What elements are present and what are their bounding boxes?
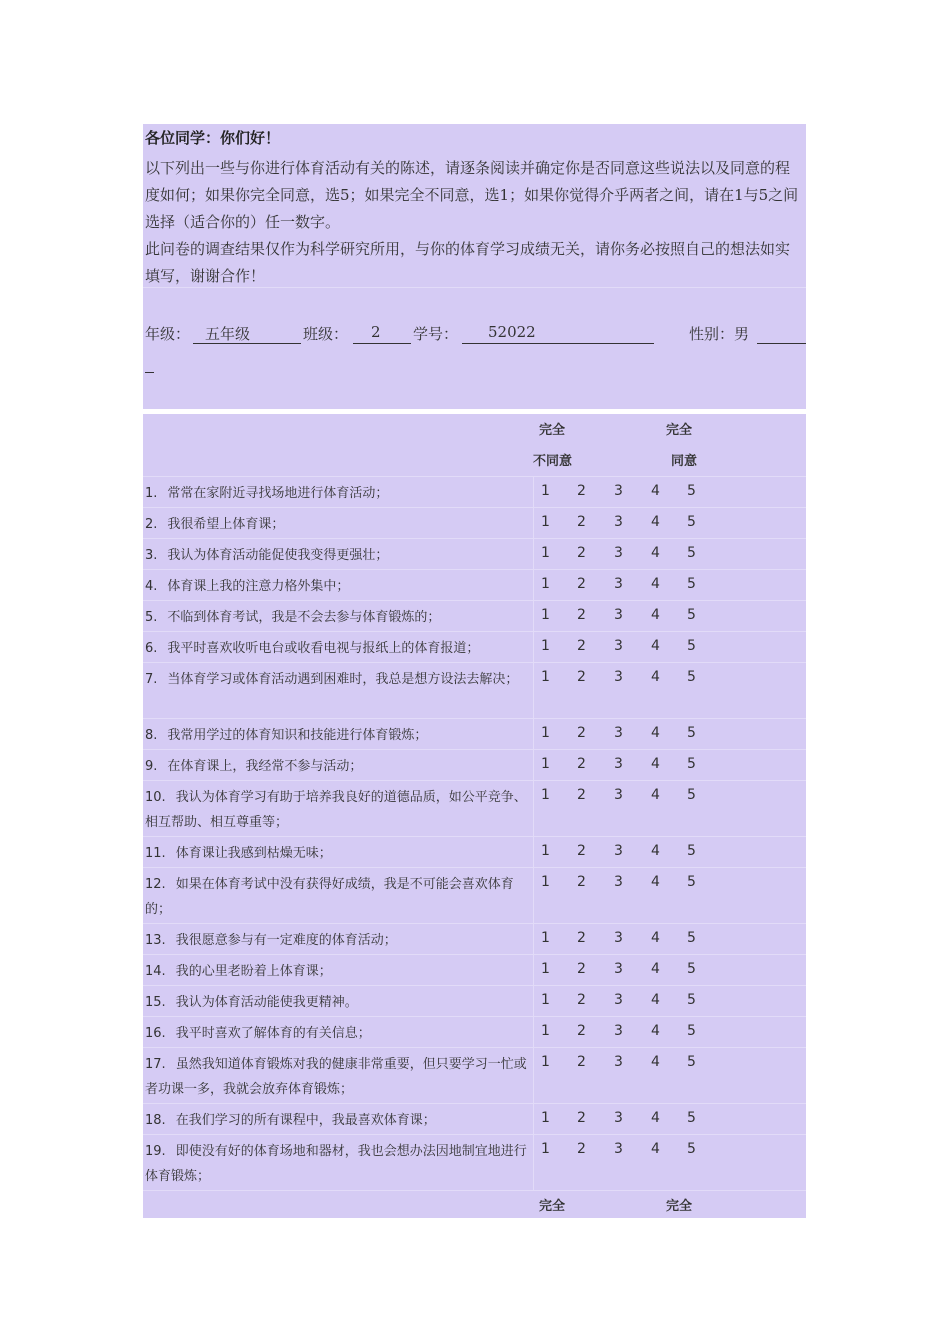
question-text	[145, 1108, 533, 1133]
question-text	[145, 785, 533, 835]
question-text	[145, 574, 533, 599]
rating-option-2[interactable]: 2	[577, 1110, 586, 1126]
id-value: 52022	[488, 323, 536, 341]
rating-option-5[interactable]: 5	[687, 576, 696, 592]
question-number: 8.	[145, 728, 158, 743]
question-number: 19.	[145, 1144, 166, 1159]
rating-option-5[interactable]: 5	[687, 545, 696, 561]
rating-option-5[interactable]: 5	[687, 1023, 696, 1039]
rating-option-2[interactable]: 2	[577, 638, 586, 654]
question-number: 11.	[145, 846, 166, 861]
rating-option-4[interactable]: 4	[651, 843, 660, 859]
rating-option-1[interactable]: 1	[541, 992, 550, 1008]
divider	[143, 287, 806, 288]
rating-option-3[interactable]: 3	[614, 607, 623, 623]
column-divider	[533, 955, 534, 986]
rating-option-2[interactable]: 2	[577, 545, 586, 561]
rating-option-3[interactable]: 3	[614, 787, 623, 803]
question-row	[143, 780, 806, 837]
rating-option-1[interactable]: 1	[541, 874, 550, 890]
rating-option-5[interactable]: 5	[687, 638, 696, 654]
grade-field[interactable]	[193, 323, 301, 344]
rating-option-1[interactable]: 1	[541, 638, 550, 654]
question-statement: 我常用学过的体育知识和技能进行体育锻炼；	[167, 728, 428, 743]
rating-option-4[interactable]: 4	[651, 1141, 660, 1157]
class-value: 2	[371, 323, 381, 341]
rating-option-1[interactable]: 1	[541, 669, 550, 685]
rating-option-3[interactable]: 3	[614, 1141, 623, 1157]
rating-option-3[interactable]: 3	[614, 756, 623, 772]
column-divider	[533, 663, 534, 719]
question-text	[145, 543, 533, 568]
column-divider	[533, 1135, 534, 1191]
question-text	[145, 1021, 533, 1046]
scale-header-left-top: 完全	[539, 423, 566, 438]
grade-value: 五年级	[205, 325, 251, 343]
scale-footer-right: 完全	[666, 1199, 693, 1214]
question-row	[143, 1103, 806, 1135]
column-divider	[533, 508, 534, 539]
question-number: 2.	[145, 517, 158, 532]
question-row	[143, 923, 806, 955]
rating-option-1[interactable]: 1	[541, 961, 550, 977]
rating-option-3[interactable]: 3	[614, 669, 623, 685]
rating-option-2[interactable]: 2	[577, 669, 586, 685]
rating-option-1[interactable]: 1	[541, 1054, 550, 1070]
rating-option-2[interactable]: 2	[577, 607, 586, 623]
rating-option-5[interactable]: 5	[687, 874, 696, 890]
question-statement: 我平时喜欢了解体育的有关信息；	[175, 1026, 371, 1041]
question-row	[143, 1016, 806, 1048]
question-number: 7.	[145, 672, 158, 687]
scale-header-left-bottom: 不同意	[533, 454, 573, 469]
question-text	[145, 959, 533, 984]
column-divider	[533, 781, 534, 837]
question-number: 3.	[145, 548, 158, 563]
question-statement: 不临到体育考试，我是不会去参与体育锻炼的；	[167, 610, 441, 625]
column-divider	[533, 719, 534, 750]
class-label: 班级：	[303, 325, 349, 343]
question-row	[143, 1134, 806, 1191]
rating-option-3[interactable]: 3	[614, 992, 623, 1008]
question-statement: 体育课让我感到枯燥无味；	[175, 846, 332, 861]
column-divider	[533, 1017, 534, 1048]
question-number: 17.	[145, 1057, 166, 1072]
rating-option-4[interactable]: 4	[651, 992, 660, 1008]
rating-option-2[interactable]: 2	[577, 514, 586, 530]
question-statement: 我认为体育活动能促使我变得更强壮；	[167, 548, 389, 563]
question-statement: 如果在体育考试中没有获得好成绩，我是不可能会喜欢体育的；	[145, 877, 514, 917]
rating-option-5[interactable]: 5	[687, 1141, 696, 1157]
rating-option-4[interactable]: 4	[651, 669, 660, 685]
rating-option-3[interactable]: 3	[614, 1054, 623, 1070]
rating-option-2[interactable]: 2	[577, 992, 586, 1008]
question-text	[145, 872, 533, 922]
rating-option-1[interactable]: 1	[541, 607, 550, 623]
rating-option-4[interactable]: 4	[651, 787, 660, 803]
rating-option-2[interactable]: 2	[577, 756, 586, 772]
question-text	[145, 636, 533, 661]
question-statement: 我的心里老盼着上体育课；	[175, 964, 332, 979]
question-statement: 我很愿意参与有一定难度的体育活动；	[175, 933, 397, 948]
question-text	[145, 928, 533, 953]
column-divider	[533, 986, 534, 1017]
rating-option-2[interactable]: 2	[577, 787, 586, 803]
question-number: 10.	[145, 790, 166, 805]
rating-option-5[interactable]: 5	[687, 930, 696, 946]
rating-option-4[interactable]: 4	[651, 1023, 660, 1039]
rating-option-5[interactable]: 5	[687, 514, 696, 530]
student-info-line	[145, 323, 806, 345]
question-row	[143, 662, 806, 719]
question-text	[145, 667, 533, 692]
rating-option-2[interactable]: 2	[577, 843, 586, 859]
question-text	[145, 1139, 533, 1189]
rating-option-4[interactable]: 4	[651, 874, 660, 890]
rating-option-3[interactable]: 3	[614, 483, 623, 499]
rating-option-1[interactable]: 1	[541, 576, 550, 592]
question-text	[145, 481, 533, 506]
question-row	[143, 569, 806, 601]
question-row	[143, 538, 806, 570]
rating-option-5[interactable]: 5	[687, 756, 696, 772]
question-number: 5.	[145, 610, 158, 625]
rating-option-3[interactable]: 3	[614, 514, 623, 530]
question-number: 12.	[145, 877, 166, 892]
column-divider	[533, 924, 534, 955]
question-statement: 当体育学习或体育活动遇到困难时，我总是想方设法去解决；	[167, 672, 519, 687]
rating-option-4[interactable]: 4	[651, 1054, 660, 1070]
question-row	[143, 954, 806, 986]
question-row	[143, 836, 806, 868]
rating-option-4[interactable]: 4	[651, 638, 660, 654]
rating-option-3[interactable]: 3	[614, 638, 623, 654]
gender-field[interactable]	[757, 323, 806, 344]
question-number: 4.	[145, 579, 158, 594]
rating-option-1[interactable]: 1	[541, 756, 550, 772]
rating-option-1[interactable]: 1	[541, 1023, 550, 1039]
question-statement: 即使没有好的体育场地和器材，我也会想办法因地制宜地进行体育锻炼；	[145, 1144, 527, 1184]
question-number: 6.	[145, 641, 158, 656]
question-statement: 我很希望上体育课；	[167, 517, 285, 532]
scale-header-right-top: 完全	[666, 423, 693, 438]
question-number: 13.	[145, 933, 166, 948]
questionnaire-table	[143, 414, 806, 1218]
rating-option-1[interactable]: 1	[541, 545, 550, 561]
question-row	[143, 507, 806, 539]
column-divider	[533, 539, 534, 570]
question-statement: 在我们学习的所有课程中，我最喜欢体育课；	[175, 1113, 436, 1128]
question-text	[145, 990, 533, 1015]
rating-option-3[interactable]: 3	[614, 961, 623, 977]
question-number: 14.	[145, 964, 166, 979]
rating-option-4[interactable]: 4	[651, 756, 660, 772]
question-text	[145, 512, 533, 537]
rating-option-5[interactable]: 5	[687, 992, 696, 1008]
rating-option-4[interactable]: 4	[651, 607, 660, 623]
column-divider	[533, 601, 534, 632]
id-label: 学号：	[413, 325, 459, 343]
question-row	[143, 749, 806, 781]
rating-option-5[interactable]: 5	[687, 1110, 696, 1126]
rating-option-2[interactable]: 2	[577, 576, 586, 592]
question-number: 1.	[145, 486, 158, 501]
rating-option-5[interactable]: 5	[687, 787, 696, 803]
question-statement: 我认为体育活动能使我更精神。	[175, 995, 358, 1010]
question-row	[143, 1047, 806, 1104]
rating-option-1[interactable]: 1	[541, 1110, 550, 1126]
instructions-panel	[143, 124, 806, 409]
rating-option-5[interactable]: 5	[687, 607, 696, 623]
question-number: 15.	[145, 995, 166, 1010]
question-number: 9.	[145, 759, 158, 774]
rating-option-3[interactable]: 3	[614, 1023, 623, 1039]
rating-option-3[interactable]: 3	[614, 930, 623, 946]
question-text	[145, 723, 533, 748]
rating-option-1[interactable]: 1	[541, 725, 550, 741]
rating-option-3[interactable]: 3	[614, 576, 623, 592]
rating-option-1[interactable]: 1	[541, 843, 550, 859]
question-row	[143, 600, 806, 632]
question-statement: 常常在家附近寻找场地进行体育活动；	[167, 486, 389, 501]
rating-option-4[interactable]: 4	[651, 725, 660, 741]
rating-option-1[interactable]: 1	[541, 787, 550, 803]
question-row	[143, 631, 806, 663]
id-field[interactable]	[462, 323, 654, 344]
column-divider	[533, 1104, 534, 1135]
rating-option-5[interactable]: 5	[687, 725, 696, 741]
rating-option-4[interactable]: 4	[651, 576, 660, 592]
footer-row	[143, 1190, 806, 1221]
column-divider	[533, 1048, 534, 1104]
rating-option-4[interactable]: 4	[651, 930, 660, 946]
question-statement: 虽然我知道体育锻炼对我的健康非常重要，但只要学习一忙或者功课一多，我就会放弃体育锻炼；	[145, 1057, 527, 1097]
question-row	[143, 718, 806, 750]
gender-field-continued[interactable]	[145, 360, 154, 373]
rating-option-2[interactable]: 2	[577, 874, 586, 890]
question-text	[145, 1052, 533, 1102]
rating-option-2[interactable]: 2	[577, 725, 586, 741]
grade-label: 年级：	[145, 325, 191, 343]
greeting: 各位同学：你们好！	[145, 129, 281, 147]
rating-option-3[interactable]: 3	[614, 1110, 623, 1126]
rating-option-5[interactable]: 5	[687, 961, 696, 977]
rating-option-4[interactable]: 4	[651, 961, 660, 977]
question-text	[145, 754, 533, 779]
rating-option-5[interactable]: 5	[687, 669, 696, 685]
rating-option-4[interactable]: 4	[651, 514, 660, 530]
question-number: 18.	[145, 1113, 166, 1128]
question-row	[143, 867, 806, 924]
column-divider	[533, 750, 534, 781]
gender-label: 性别：男	[689, 325, 750, 343]
question-statement: 体育课上我的注意力格外集中；	[167, 579, 350, 594]
rating-option-1[interactable]: 1	[541, 514, 550, 530]
question-statement: 我认为体育学习有助于培养我良好的道德品质，如公平竞争、相互帮助、相互尊重等；	[145, 790, 527, 830]
rating-option-2[interactable]: 2	[577, 1023, 586, 1039]
question-number: 16.	[145, 1026, 166, 1041]
column-divider	[533, 570, 534, 601]
class-field[interactable]	[353, 323, 411, 344]
rating-option-1[interactable]: 1	[541, 483, 550, 499]
rating-option-5[interactable]: 5	[687, 483, 696, 499]
column-divider	[533, 632, 534, 663]
scale-footer-left: 完全	[539, 1199, 566, 1214]
rating-option-5[interactable]: 5	[687, 1054, 696, 1070]
rating-option-4[interactable]: 4	[651, 483, 660, 499]
question-text	[145, 841, 533, 866]
question-row	[143, 985, 806, 1017]
question-row	[143, 476, 806, 508]
column-divider	[533, 837, 534, 868]
question-text	[145, 605, 533, 630]
question-statement: 在体育课上，我经常不参与活动；	[167, 759, 363, 774]
scale-header-right-bottom: 同意	[671, 454, 698, 469]
column-divider	[533, 477, 534, 508]
rating-option-3[interactable]: 3	[614, 843, 623, 859]
privacy-paragraph: 此问卷的调查结果仅作为科学研究所用，与你的体育学习成绩无关，请你务必按照自己的想法如实填写，谢谢合作！	[145, 240, 791, 285]
rating-option-3[interactable]: 3	[614, 545, 623, 561]
rating-option-1[interactable]: 1	[541, 1141, 550, 1157]
rating-option-1[interactable]: 1	[541, 930, 550, 946]
instructions-paragraph: 以下列出一些与你进行体育活动有关的陈述，请逐条阅读并确定你是否同意这些说法以及同意的程度如何；如果你完全同意，选5；如果完全不同意，选1；如果你觉得介乎两者之间，请在1与5之间选择（适合你的）任一数字。	[145, 159, 799, 231]
rating-option-2[interactable]: 2	[577, 930, 586, 946]
rating-option-2[interactable]: 2	[577, 483, 586, 499]
rating-option-4[interactable]: 4	[651, 545, 660, 561]
rating-option-2[interactable]: 2	[577, 1141, 586, 1157]
rating-option-2[interactable]: 2	[577, 1054, 586, 1070]
rating-option-3[interactable]: 3	[614, 874, 623, 890]
rating-option-4[interactable]: 4	[651, 1110, 660, 1126]
rating-option-2[interactable]: 2	[577, 961, 586, 977]
column-divider	[533, 868, 534, 924]
rating-option-5[interactable]: 5	[687, 843, 696, 859]
rating-option-3[interactable]: 3	[614, 725, 623, 741]
question-statement: 我平时喜欢收听电台或收看电视与报纸上的体育报道；	[167, 641, 480, 656]
